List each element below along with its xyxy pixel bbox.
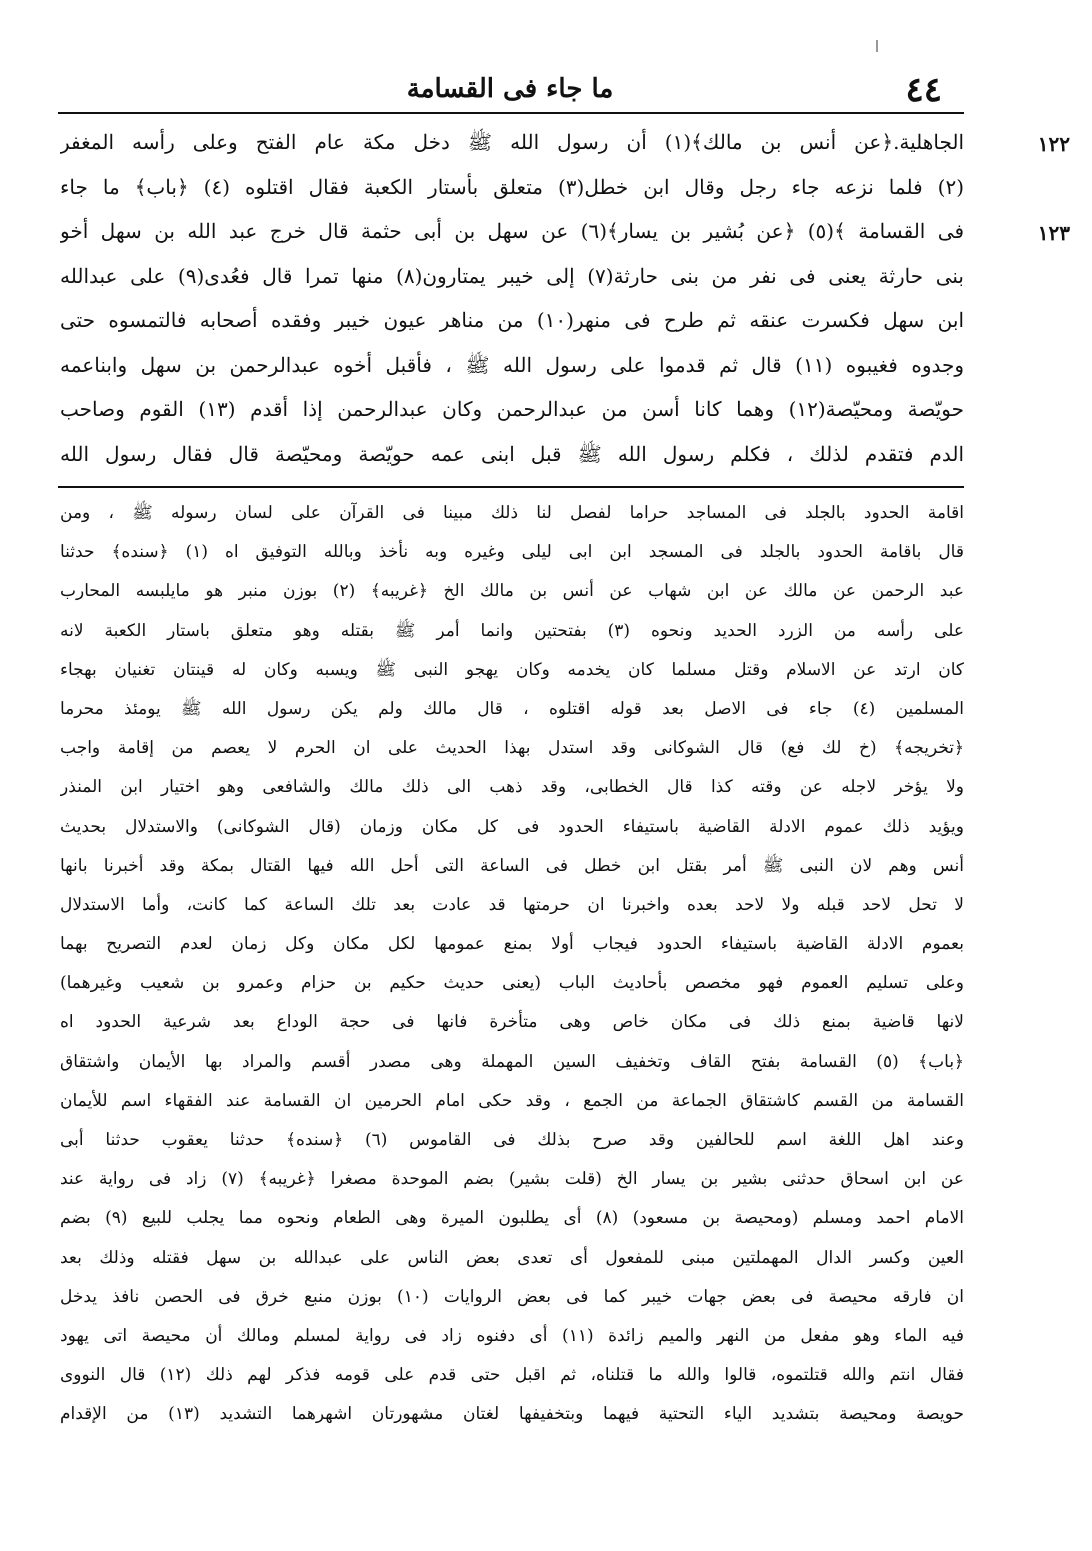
main-line: (٢) فلما نزعه جاء رجل وقال ابن خطل(٣) متعلق بأستار الكعبة فقال اقتلوه (٤) ﴿باب﴾ ما جاء: [60, 174, 964, 199]
commentary-line: العين وكسر الدال المهملتين مبنى للمفعول أى تعدى بعض الناس على عبدالله بن سهل فقتله وذلك بعد: [60, 1247, 964, 1268]
main-line: الجاهلية.﴿عن أنس بن مالك﴾(١) أن رسول الله ﷺ دخل مكة عام الفتح وعلى رأسه المغفر: [60, 130, 964, 154]
commentary-line: ويؤيد ذلك عموم الادلة القاضية باستيفاء الحدود فى كل مكان وزمان (قال الشوكانى) والاستدلال بحديث: [60, 816, 964, 837]
commentary-line: فقال انتم والله قتلتموه، قالوا والله ما قتلناه، ثم اقبل حتى قدم على قومه فذكر لهم ذلك (١٢) قال النووى: [60, 1365, 964, 1386]
commentary-line: ﴿تخريجه﴾ (خ لك فع) قال الشوكانى وقد استدل بهذا الحديث على ان الحرم لا يعصم من إقامة واجب: [60, 738, 964, 759]
hadith-number: ١٢٣: [1037, 221, 1070, 245]
commentary-line: بعموم الادلة القاضية باستيفاء الحدود فيجاب أولا بمنع عمومها لكل مكان وكل زمان لعدم التصريح بهما: [60, 934, 964, 955]
page-header: [60, 62, 960, 114]
commentary-line: اقامة الحدود بالجلد فى المساجد حراما لفصل لنا ذلك مبينا فى القرآن على لسان رسوله ﷺ ، ومن: [60, 503, 964, 523]
commentary-line: عبد الرحمن عن مالك عن ابن شهاب عن أنس بن مالك الخ ﴿غريبه﴾ (٢) بوزن منبر هو مايلبسه المحارب: [60, 581, 964, 602]
main-text: [60, 120, 964, 476]
commentary-line: على رأسه من الزرد الحديد ونحوه (٣) بفتحتين وانما أمر ﷺ بقتله وهو متعلق باستار الكعبة لانه: [60, 620, 964, 641]
main-line: ابن سهل فكسرت عنقه ثم طرح فى منهر(١٠) من مناهر عيون خيبر وفقده أصحابه فالتمسوه حتى: [60, 308, 964, 332]
hadith-number: ١٢٢: [1037, 132, 1070, 156]
commentary-line: الامام احمد ومسلم (ومحيصة بن مسعود) (٨) أى يطلبون الميرة وهى الطعام ونحوه مما يجلب للبيع (٩) بضم: [60, 1208, 964, 1229]
commentary-line: كان ارتد عن الاسلام وقتل مسلما كان يخدمه وكان يهجو النبى ﷺ ويسبه وكان له قينتان تغنيان بهجاء: [60, 659, 964, 680]
scan-mark: [876, 40, 878, 52]
commentary-line: أنس وهم لان النبى ﷺ أمر بقتل ابن خطل فى الساعة التى أحل الله فيها القتال بمكة وقد أخبرنا بانها: [60, 855, 964, 876]
commentary-line: عن ابن اسحاق حدثنى بشير بن يسار الخ (قلت بشير) بضم الموحدة مصغرا ﴿غريبه﴾ (٧) زاد فى رواية عند: [60, 1169, 964, 1190]
main-line: وجدوه فغيبوه (١١) قال ثم قدموا على رسول الله ﷺ ، فأقبل أخوه عبدالرحمن بن سهل وابناعمه: [60, 352, 964, 377]
main-line: حويّصة ومحيّصة(١٢) وهما كانا أسن من عبدالرحمن وكان عبدالرحمن إذا أقدم (١٣) القوم وصاحب: [60, 397, 964, 421]
header-rule: [58, 112, 964, 114]
page-number: ٤٤: [905, 70, 942, 110]
commentary-line: قال باقامة الحدود بالجلد فى المسجد ابن ابى ليلى وغيره وبه نأخذ وبالله التوفيق اه (١) ﴿سنده﴾ حدثنا: [60, 542, 964, 563]
commentary-line: وعند اهل اللغة اسم للحالفين وقد صرح بذلك فى القاموس (٦) ﴿سنده﴾ حدثنا يعقوب حدثنا أبى: [60, 1130, 964, 1150]
main-line: الدم فتقدم لذلك ، فكلم رسول الله ﷺ قبل ابنى عمه حويّصة ومحيّصة قال فقال رسول الله: [60, 441, 964, 466]
commentary-line: لانها قاضية بمنع ذلك فى مكان خاص وهى متأخرة فانها فى حجة الوداع بعد شرعية الحدود اه: [60, 1012, 964, 1033]
commentary-text: [60, 494, 964, 1435]
commentary-line: المسلمين (٤) جاء فى الاصل بعد قوله اقتلوه ، قال مالك ولم يكن رسول الله ﷺ يومئذ محرما: [60, 698, 964, 719]
commentary-line: لا تحل لاحد قبله ولا لاحد بعده واخبرنا ان حرمتها قد عادت بعد تلك الساعة كما كانت، وأما الاستدلال: [60, 894, 964, 915]
commentary-line: ﴿باب﴾ (٥) القسامة بفتح القاف وتخفيف السين المهملة وهى مصدر أقسم والمراد بها الأيمان واشتقاق: [60, 1051, 964, 1072]
commentary-line: فيه الماء وهو مفعل من النهر والميم زائدة (١١) أى دفنوه زاد فى رواية لمسلم ومالك أن محيصة اتى يهود: [60, 1325, 964, 1346]
commentary-line: وعلى تسليم العموم فهو مخصص بأحاديث الباب (يعنى حديث حكيم بن حزام وعمرو بن شعيب وغيرهما): [60, 973, 964, 994]
commentary-line: القسامة من القسم كاشتقاق الجماعة من الجمع ، وقد حكى امام الحرمين ان القسامة عند الفقهاء اسم للأيمان: [60, 1090, 964, 1111]
footnote-separator: [58, 486, 964, 488]
main-line: فى القسامة ﴾(٥) ﴿عن بُشير بن يسار﴾(٦) عن سهل بن أبى حثمة قال خرج عبد الله بن سهل أخو: [60, 219, 964, 243]
commentary-line: ان فارقه محيصة فى بعض جهات خيبر كما فى بعض الروايات (١٠) بوزن منبع خرق فى الحصن نافذ يدخل: [60, 1286, 964, 1307]
main-line: بنى حارثة يعنى فى نفر من بنى حارثة(٧) إلى خيبر يمتارون(٨) منها تمرا قال فعُدى(٩) على عبدالله: [60, 263, 964, 288]
running-title: ما جاء فى القسامة: [406, 74, 614, 104]
commentary-line: حويصة ومحيصة بتشديد الياء التحتية فيهما وبتخفيفها لغتان مشهورتان اشهرهما التشديد (١٣) من الإقدام: [60, 1404, 964, 1425]
commentary-line: ولا يؤخر لاجله عن وقته كذا قال الخطابى، وقد ذهب الى ذلك مالك والشافعى وهو اختيار ابن المنذر: [60, 777, 964, 798]
